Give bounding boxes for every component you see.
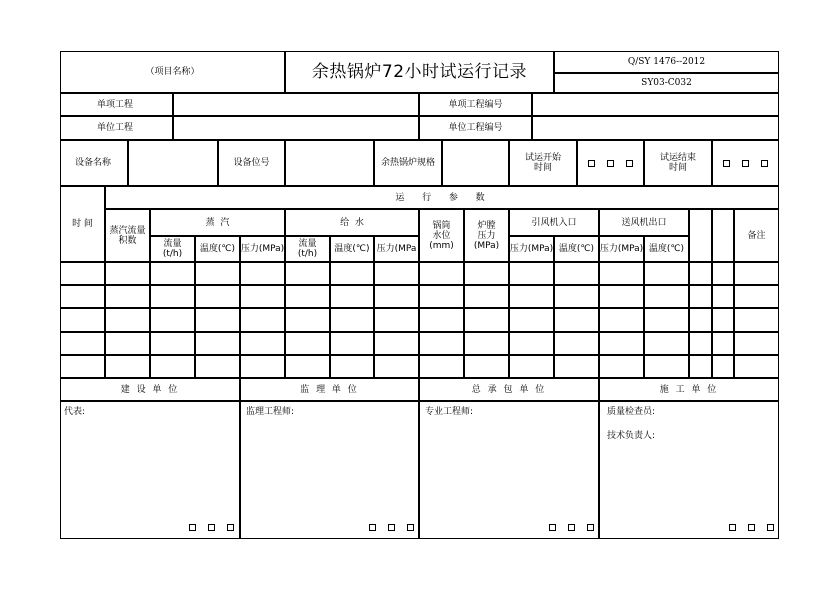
steam-label: 蒸 汽 xyxy=(205,217,230,228)
steam-pressure-label: 压力(MPa) xyxy=(240,244,285,254)
boiler-spec-label: 余热锅炉规格 xyxy=(380,158,435,168)
induced-pressure-label: 压力(MPa) xyxy=(509,244,554,254)
table-cell[interactable] xyxy=(285,262,330,285)
date-square-icon xyxy=(568,524,575,531)
title-cell xyxy=(285,51,554,93)
induced-fan-inlet-header xyxy=(509,209,599,236)
table-cell[interactable] xyxy=(509,262,554,285)
table-cell[interactable] xyxy=(464,308,509,332)
table-cell[interactable] xyxy=(105,332,150,355)
builder-sign-block[interactable] xyxy=(599,401,779,539)
feedwater-label: 给 水 xyxy=(340,217,364,228)
table-cell[interactable] xyxy=(554,285,599,308)
blank-col-1-header xyxy=(689,209,712,262)
table-cell[interactable] xyxy=(105,262,150,285)
project-name: （项目名称） xyxy=(145,67,200,77)
date-square-icon xyxy=(748,524,755,531)
unit-project-no-value[interactable] xyxy=(532,116,779,140)
contractor-unit-label: 总 承 包 单 位 xyxy=(471,384,547,395)
date-square-icon xyxy=(227,524,234,531)
table-cell[interactable] xyxy=(509,308,554,332)
equipment-name-value[interactable] xyxy=(128,140,218,186)
table-cell[interactable] xyxy=(330,355,374,378)
checkbox-square-icon xyxy=(607,160,614,167)
checkbox-square-icon xyxy=(588,160,595,167)
table-cell[interactable] xyxy=(195,285,240,308)
table-cell[interactable] xyxy=(419,332,464,355)
table-cell[interactable] xyxy=(285,332,330,355)
table-cell[interactable] xyxy=(374,355,419,378)
table-cell[interactable] xyxy=(374,332,419,355)
table-cell[interactable] xyxy=(689,262,712,285)
furnace-pressure-label: 炉膛 压力 (MPa) xyxy=(473,220,500,251)
table-cell[interactable] xyxy=(689,308,712,332)
table-cell[interactable] xyxy=(240,332,285,355)
induced-temp-subheader xyxy=(554,236,599,262)
table-cell[interactable] xyxy=(644,308,689,332)
table-cell[interactable] xyxy=(419,355,464,378)
table-cell[interactable] xyxy=(330,262,374,285)
steam-pressure-subheader xyxy=(240,236,285,262)
table-cell[interactable] xyxy=(60,308,105,332)
checkbox-square-icon xyxy=(742,160,749,167)
induced-pressure-subheader xyxy=(509,236,554,262)
table-cell[interactable] xyxy=(60,262,105,285)
table-cell[interactable] xyxy=(554,332,599,355)
table-cell[interactable] xyxy=(105,308,150,332)
single-project-no-value[interactable] xyxy=(532,93,779,116)
table-cell[interactable] xyxy=(644,262,689,285)
table-cell[interactable] xyxy=(554,308,599,332)
equipment-name-label: 设备名称 xyxy=(75,158,112,168)
contractor-date-boxes xyxy=(543,524,600,534)
furnace-pressure-header xyxy=(464,209,509,262)
forced-fan-outlet-label: 送风机出口 xyxy=(621,217,667,228)
steam-temp-label: 温度(℃) xyxy=(199,244,236,254)
technical-head-label: 技术负责人: xyxy=(607,431,656,441)
table-cell[interactable] xyxy=(285,355,330,378)
date-square-icon xyxy=(388,524,395,531)
table-cell[interactable] xyxy=(240,355,285,378)
blank-col-2-header xyxy=(712,209,734,262)
drum-level-label: 锅筒 水位 (mm) xyxy=(429,220,454,251)
feedwater-flow-subheader xyxy=(285,236,330,262)
construction-date-boxes xyxy=(183,524,240,534)
table-cell[interactable] xyxy=(599,285,644,308)
table-cell[interactable] xyxy=(240,262,285,285)
feedwater-pressure-label: 压力(MPa xyxy=(376,244,417,254)
table-cell[interactable] xyxy=(712,262,734,285)
forced-pressure-subheader xyxy=(599,236,644,262)
date-square-icon xyxy=(767,524,774,531)
table-cell[interactable] xyxy=(105,355,150,378)
single-project-no-label: 单项工程编号 xyxy=(448,99,503,110)
start-time-label: 试运开始 时间 xyxy=(524,153,561,173)
table-cell[interactable] xyxy=(330,285,374,308)
table-cell[interactable] xyxy=(105,285,150,308)
feedwater-pressure-subheader xyxy=(374,236,419,262)
date-square-icon xyxy=(407,524,414,531)
table-cell[interactable] xyxy=(599,332,644,355)
builder-unit-label: 施 工 单 位 xyxy=(659,384,719,395)
contractor-unit-header xyxy=(419,378,599,401)
feedwater-flow-label: 流量 (t/h) xyxy=(297,239,318,259)
table-cell[interactable] xyxy=(712,308,734,332)
table-cell[interactable] xyxy=(644,355,689,378)
start-time-label-cell xyxy=(509,140,577,186)
table-cell[interactable] xyxy=(509,285,554,308)
table-cell[interactable] xyxy=(509,355,554,378)
table-cell[interactable] xyxy=(734,355,779,378)
induced-fan-inlet-label: 引风机入口 xyxy=(531,217,577,228)
single-project-label-cell xyxy=(60,93,173,116)
feedwater-temp-subheader xyxy=(330,236,374,262)
feedwater-temp-label: 温度(℃) xyxy=(334,244,370,254)
table-cell[interactable] xyxy=(644,332,689,355)
end-time-label-cell xyxy=(644,140,712,186)
steam-header xyxy=(150,209,285,236)
table-cell[interactable] xyxy=(419,262,464,285)
single-project-label: 单项工程 xyxy=(97,99,134,110)
single-project-no-label-cell xyxy=(419,93,532,116)
date-square-icon xyxy=(369,524,376,531)
table-cell[interactable] xyxy=(464,332,509,355)
table-cell[interactable] xyxy=(464,262,509,285)
table-cell[interactable] xyxy=(712,332,734,355)
table-cell[interactable] xyxy=(285,285,330,308)
table-cell[interactable] xyxy=(195,355,240,378)
forced-temp-label: 温度(℃) xyxy=(648,244,685,254)
unit-project-value[interactable] xyxy=(173,116,419,140)
boiler-spec-label-cell xyxy=(374,140,442,186)
table-cell[interactable] xyxy=(150,285,195,308)
construction-unit-header xyxy=(60,378,240,401)
remark-label: 备注 xyxy=(747,230,766,241)
professional-engineer-label: 专业工程师: xyxy=(425,407,474,417)
construction-unit-label: 建 设 单 位 xyxy=(120,384,180,395)
steam-flow-subheader xyxy=(150,236,195,262)
table-cell[interactable] xyxy=(734,285,779,308)
steam-flow-total-label: 蒸汽流量 积数 xyxy=(109,225,146,246)
table-cell[interactable] xyxy=(689,355,712,378)
quality-inspector-label: 质量检查员: xyxy=(607,407,656,417)
unit-project-no-label-cell xyxy=(419,116,532,140)
drum-level-header xyxy=(419,209,464,262)
single-project-value[interactable] xyxy=(173,93,419,116)
table-cell[interactable] xyxy=(60,355,105,378)
equipment-name-label-cell xyxy=(60,140,128,186)
form-code-cell xyxy=(554,73,779,93)
checkbox-square-icon xyxy=(723,160,730,167)
table-cell[interactable] xyxy=(689,332,712,355)
table-cell[interactable] xyxy=(195,262,240,285)
steam-temp-subheader xyxy=(195,236,240,262)
representative-label: 代表: xyxy=(64,407,86,417)
table-cell[interactable] xyxy=(464,285,509,308)
feedwater-header xyxy=(285,209,419,236)
checkbox-square-icon xyxy=(761,160,768,167)
date-square-icon xyxy=(189,524,196,531)
steam-flow-label: 流量 (t/h) xyxy=(162,239,183,259)
table-cell[interactable] xyxy=(150,332,195,355)
table-cell[interactable] xyxy=(734,262,779,285)
unit-project-label-cell xyxy=(60,116,173,140)
equipment-no-label-cell xyxy=(218,140,285,186)
table-cell[interactable] xyxy=(689,285,712,308)
construction-sign-block[interactable] xyxy=(60,401,240,539)
table-cell[interactable] xyxy=(734,332,779,355)
supervision-unit-header xyxy=(240,378,419,401)
standard-code: Q/SY 1476--2012 xyxy=(627,57,706,67)
table-cell[interactable] xyxy=(60,332,105,355)
table-cell[interactable] xyxy=(330,332,374,355)
table-cell[interactable] xyxy=(419,308,464,332)
run-params-label: 运 行 参 数 xyxy=(395,192,489,203)
table-cell[interactable] xyxy=(644,285,689,308)
supervision-sign-block[interactable] xyxy=(240,401,419,539)
table-cell[interactable] xyxy=(285,308,330,332)
table-cell[interactable] xyxy=(419,285,464,308)
supervision-date-boxes xyxy=(363,524,420,534)
supervision-unit-label: 监 理 单 位 xyxy=(300,384,359,395)
table-cell[interactable] xyxy=(150,355,195,378)
table-cell[interactable] xyxy=(240,285,285,308)
steam-flow-total-header xyxy=(105,209,150,262)
table-cell[interactable] xyxy=(599,355,644,378)
induced-temp-label: 温度(℃) xyxy=(558,244,595,254)
table-cell[interactable] xyxy=(374,285,419,308)
table-cell[interactable] xyxy=(195,308,240,332)
project-name-cell xyxy=(60,51,285,93)
end-time-label: 试运结束 时间 xyxy=(659,153,696,173)
table-cell[interactable] xyxy=(554,262,599,285)
start-time-value[interactable] xyxy=(577,140,644,186)
table-cell[interactable] xyxy=(374,262,419,285)
date-square-icon xyxy=(587,524,594,531)
standard-cell xyxy=(554,51,779,73)
table-cell[interactable] xyxy=(60,285,105,308)
date-square-icon xyxy=(549,524,556,531)
forced-temp-subheader xyxy=(644,236,689,262)
table-cell[interactable] xyxy=(150,308,195,332)
table-cell[interactable] xyxy=(599,308,644,332)
table-cell[interactable] xyxy=(554,355,599,378)
table-cell[interactable] xyxy=(330,308,374,332)
time-header xyxy=(60,186,105,262)
table-cell[interactable] xyxy=(464,355,509,378)
form-code: SY03-C032 xyxy=(641,78,692,88)
checkbox-square-icon xyxy=(626,160,633,167)
table-cell[interactable] xyxy=(195,332,240,355)
builder-unit-header xyxy=(599,378,779,401)
table-cell[interactable] xyxy=(712,285,734,308)
table-cell[interactable] xyxy=(374,308,419,332)
equipment-no-label: 设备位号 xyxy=(233,158,270,168)
unit-project-label: 单位工程 xyxy=(97,123,134,133)
table-cell[interactable] xyxy=(712,355,734,378)
date-square-icon xyxy=(208,524,215,531)
contractor-sign-block[interactable] xyxy=(419,401,599,539)
forced-pressure-label: 压力(MPa) xyxy=(599,244,644,254)
date-square-icon xyxy=(729,524,736,531)
table-cell[interactable] xyxy=(734,308,779,332)
equipment-no-value[interactable] xyxy=(285,140,374,186)
table-cell[interactable] xyxy=(240,308,285,332)
remark-header xyxy=(734,209,779,262)
boiler-spec-value[interactable] xyxy=(442,140,509,186)
form-title: 余热锅炉72小时试运行记录 xyxy=(311,62,528,82)
builder-date-boxes xyxy=(723,524,780,534)
table-cell[interactable] xyxy=(509,332,554,355)
unit-project-no-label: 单位工程编号 xyxy=(448,123,503,133)
time-label: 时 间 xyxy=(72,219,93,229)
table-cell[interactable] xyxy=(150,262,195,285)
table-cell[interactable] xyxy=(599,262,644,285)
end-time-value[interactable] xyxy=(712,140,779,186)
run-params-header xyxy=(105,186,779,209)
forced-fan-outlet-header xyxy=(599,209,689,236)
supervisor-engineer-label: 监理工程师: xyxy=(246,407,295,417)
